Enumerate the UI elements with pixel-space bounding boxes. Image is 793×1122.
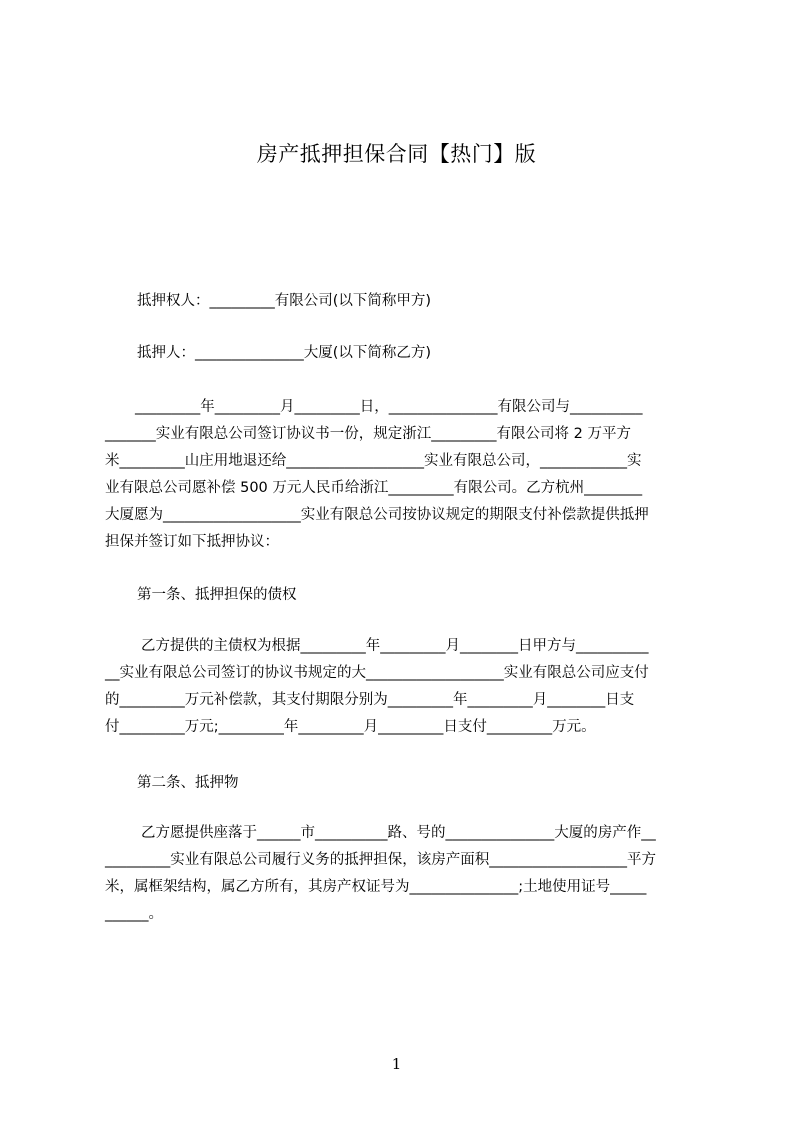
document-title: 房产抵押担保合同【热门】版 [256, 142, 537, 166]
paragraph-line: 业有限总公司愿补偿 500 万元人民币给浙江_________有限公司。乙方杭州________ [105, 480, 643, 496]
paragraph-line: __实业有限总公司签订的协议书规定的大___________________实业有限总公司应支付 [105, 665, 649, 681]
paragraph-line: 乙方提供的主债权为根据_________年_________月________日甲方与__________ [141, 638, 649, 654]
paragraph-line: 米，属框架结构，属乙方所有，其房产权证号为_______________;土地使用证号_____ [105, 879, 647, 895]
paragraph-line: 付_________万元;_________年_________月_________日支付_________万元。 [105, 719, 596, 735]
page-number: 1 [391, 1055, 402, 1073]
mortgagor-text: 抵押人：_______________大厦(以下简称乙方) [137, 345, 432, 361]
paragraph-line: 乙方愿提供座落于______市__________路、号的_______________大厦的房产作__ [141, 825, 656, 841]
mortgagee-text: 抵押权人：_________有限公司(以下简称甲方) [137, 293, 432, 309]
paragraph-line: 米_________山庄用地退还给___________________实业有限总公司，____________实 [105, 453, 642, 469]
mortgagee-line [105, 288, 700, 315]
article1-heading: 第一条、抵押担保的债权 [137, 587, 297, 603]
article2-paragraph [105, 820, 700, 928]
paragraph-line: _________年_________月_________日，_______________有限公司与__________ [135, 399, 643, 415]
article2-heading: 第二条、抵押物 [137, 775, 239, 791]
article1-paragraph [105, 633, 700, 741]
paragraph-line: ______。 [105, 906, 163, 922]
mortgagor-line [105, 340, 700, 367]
paragraph-line: 大厦愿为___________________实业有限总公司按协议规定的期限支付补偿款提供抵押 [105, 507, 649, 523]
paragraph-line: 担保并签订如下抵押协议： [105, 534, 279, 550]
preamble-paragraph [105, 394, 700, 556]
paragraph-line: _______实业有限总公司签订协议书一份，规定浙江_________有限公司将 2 万平方 [105, 426, 631, 442]
paragraph-line: _________实业有限总公司履行义务的抵押担保，该房产面积___________________平方 [105, 852, 656, 868]
paragraph-line: 的_________万元补偿款，其支付期限分别为_________年_________月________日支 [105, 692, 635, 708]
